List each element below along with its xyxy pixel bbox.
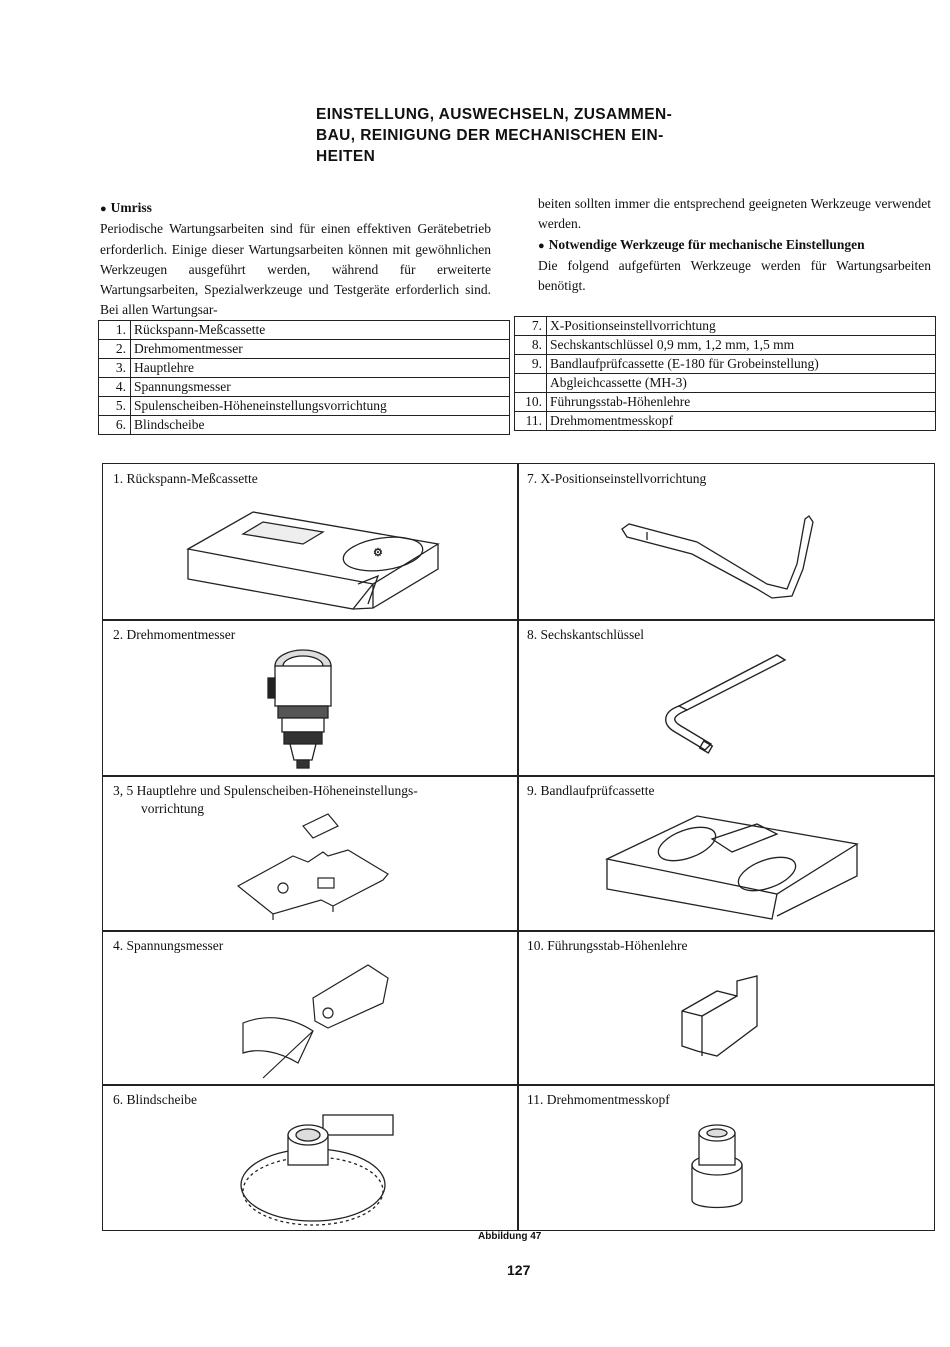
figure-cell-1	[103, 464, 517, 619]
figure-caption-4: 4. Spannungsmesser	[113, 938, 224, 953]
tools-table-left	[98, 320, 510, 435]
tool-number: 2.	[99, 340, 131, 359]
tool-row	[99, 378, 510, 397]
figure-caption-6: 6. Blindscheibe	[113, 1092, 197, 1107]
tool-name: Führungsstab-Höhenlehre	[547, 393, 936, 412]
heading-text: Notwendige Werkzeuge für mechanische Einstellungen	[548, 236, 865, 252]
guide-post-height-gauge-illustration	[677, 971, 767, 1071]
tool-name: Drehmomentmesser	[131, 340, 510, 359]
tool-row	[515, 412, 936, 431]
figure-caption-1: 1. Rückspann-Meßcassette	[113, 471, 258, 486]
cassette-illustration	[183, 504, 443, 614]
section-heading-tools	[538, 235, 931, 256]
figure-caption-7: 7. X-Positionseinstellvorrichtung	[527, 471, 707, 486]
tool-name: Rückspann-Meßcassette	[131, 321, 510, 340]
title-line-2: BAU, REINIGUNG DER MECHANISCHEN EIN-	[316, 127, 664, 144]
title-line-3: HEITEN	[316, 148, 376, 165]
section-heading-umriss	[100, 198, 491, 219]
tool-row	[515, 355, 936, 374]
heading-text: Umriss	[110, 200, 152, 215]
svg-text:⚙: ⚙	[373, 547, 383, 559]
bullet-icon: ●	[100, 203, 107, 215]
intro-paragraph: Periodische Wartungsarbeiten sind für einen effektiven Gerätebetrieb erforderlich. Einige dieser Wartungsarbeiten können mit gewöhnlichen Werkzeugen ausgeführt werden, während für erweiterte Wartungsarbeiten, Spezialwerkzeuge und Testgeräte erforderlich sind. Bei allen Wartungsar-	[100, 221, 491, 318]
dummy-reel-illustration	[233, 1105, 403, 1230]
tool-number: 9.	[515, 355, 547, 374]
torque-meter-illustration	[268, 648, 338, 773]
figure-cell-8	[517, 620, 934, 775]
tool-number: 1.	[99, 321, 131, 340]
bullet-icon: ●	[538, 239, 545, 252]
tool-row	[515, 317, 936, 336]
tool-number: 3.	[99, 359, 131, 378]
tool-name: Spannungsmesser	[131, 378, 510, 397]
tool-number: 7.	[515, 317, 547, 336]
tape-path-cassette-illustration	[602, 804, 862, 924]
x-position-tool-illustration	[617, 504, 817, 604]
hex-key-illustration	[657, 650, 797, 760]
tool-row	[99, 359, 510, 378]
right-column	[538, 194, 931, 296]
tool-name: X-Positionseinstellvorrichtung	[547, 317, 936, 336]
figure-caption-10: 10. Führungsstab-Höhenlehre	[527, 938, 688, 953]
tool-row	[515, 336, 936, 355]
tool-row	[515, 374, 936, 393]
figure-caption-8: 8. Sechskantschlüssel	[527, 627, 644, 642]
tool-number	[515, 374, 547, 393]
tool-row	[99, 397, 510, 416]
page-title	[316, 104, 736, 167]
left-column	[100, 198, 491, 321]
figure-caption-2: 2. Drehmomentmesser	[113, 627, 236, 642]
figure-cell-3-5	[103, 776, 517, 930]
tension-meter-illustration	[233, 953, 403, 1083]
figure-cell-6	[103, 1085, 517, 1230]
tool-number: 6.	[99, 416, 131, 435]
tool-row	[515, 393, 936, 412]
continued-paragraph: beiten sollten immer die entsprechend geeigneten Werkzeuge verwendet werden.	[538, 196, 931, 232]
tool-number: 4.	[99, 378, 131, 397]
tool-name: Abgleichcassette (MH-3)	[547, 374, 936, 393]
tool-number: 5.	[99, 397, 131, 416]
tool-name: Blindscheibe	[131, 416, 510, 435]
tool-name: Sechskantschlüssel 0,9 mm, 1,2 mm, 1,5 mm	[547, 336, 936, 355]
tool-row	[99, 416, 510, 435]
tool-name: Spulenscheiben-Höheneinstellungsvorrichtung	[131, 397, 510, 416]
tools-paragraph: Die folgend aufgefürten Werkzeuge werden für Wartungsarbeiten benötigt.	[538, 257, 931, 294]
title-line-1: EINSTELLUNG, AUSWECHSELN, ZUSAMMEN-	[316, 106, 673, 123]
tool-row	[99, 340, 510, 359]
master-gauge-illustration	[233, 796, 403, 926]
tool-name: Drehmomentmesskopf	[547, 412, 936, 431]
tool-number: 11.	[515, 412, 547, 431]
figure-caption-11: 11. Drehmomentmesskopf	[527, 1092, 670, 1107]
figure-caption-9: 9. Bandlaufprüfcassette	[527, 783, 655, 798]
caption-line-1: 3, 5 Hauptlehre und Spulenscheiben-Höheneinstellungs-	[113, 783, 418, 798]
figure-cell-7	[517, 464, 934, 619]
tool-name: Bandlaufprüfcassette (E-180 für Grobeinstellung)	[547, 355, 936, 374]
torque-head-illustration	[677, 1115, 757, 1215]
tool-name: Hauptlehre	[131, 359, 510, 378]
tools-table-right	[514, 316, 936, 431]
figure-cell-2	[103, 620, 517, 775]
figure-cell-9	[517, 776, 934, 930]
page-number: 127	[507, 1262, 531, 1278]
tool-row	[99, 321, 510, 340]
figure-cell-10	[517, 931, 934, 1084]
tool-number: 10.	[515, 393, 547, 412]
figure-cell-11	[517, 1085, 934, 1230]
tools-figure	[102, 463, 935, 1231]
caption-line-2: vorrichtung	[141, 801, 204, 816]
tool-number: 8.	[515, 336, 547, 355]
figure-caption: Abbildung 47	[478, 1231, 542, 1242]
figure-cell-4	[103, 931, 517, 1084]
